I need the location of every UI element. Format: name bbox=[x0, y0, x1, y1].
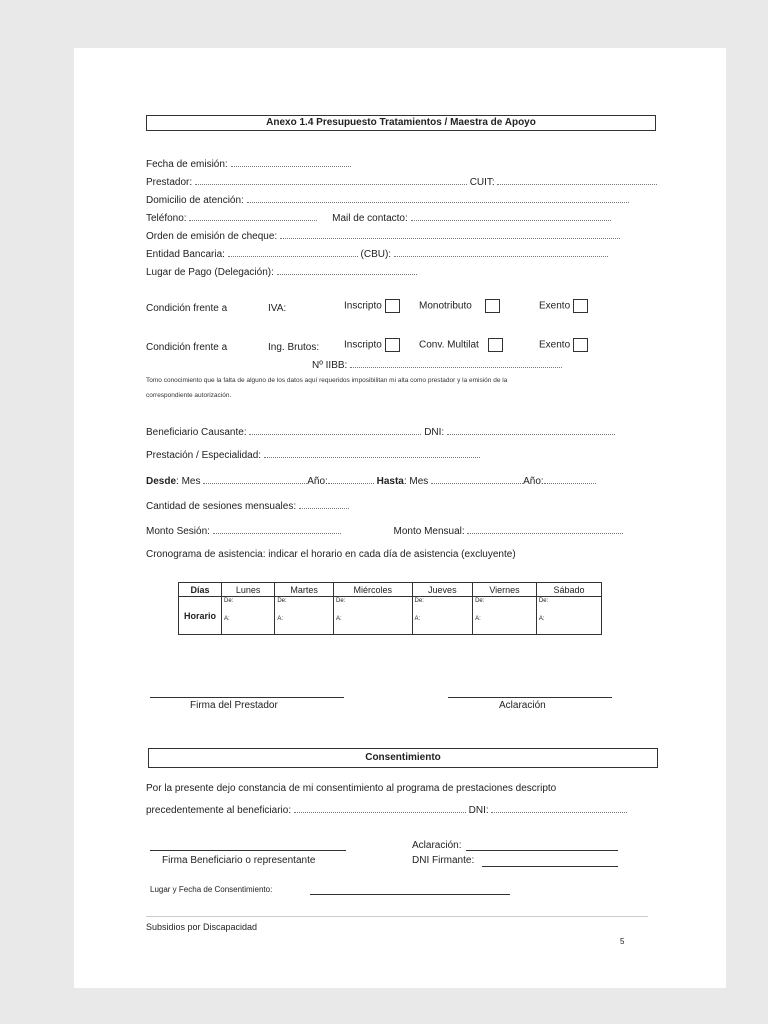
field-prestacion: Prestación / Especialidad: bbox=[146, 448, 480, 462]
telefono-blank[interactable] bbox=[189, 211, 317, 221]
firma-beneficiario-label: Firma Beneficiario o representante bbox=[162, 855, 316, 866]
domicilio-blank[interactable] bbox=[247, 193, 629, 203]
schedule-table bbox=[178, 582, 602, 635]
iva-option-exento: Exento bbox=[539, 299, 588, 313]
iibb-tax-label: Ing. Brutos: bbox=[268, 342, 320, 353]
iva-exento-checkbox[interactable] bbox=[573, 299, 588, 313]
lugar-pago-blank[interactable] bbox=[277, 265, 417, 275]
schedule-day-tuesday: Martes bbox=[275, 583, 334, 597]
schedule-day-monday: Lunes bbox=[222, 583, 275, 597]
orden-blank[interactable] bbox=[280, 229, 620, 239]
firma-beneficiario-line[interactable] bbox=[150, 850, 346, 851]
cbu-blank[interactable] bbox=[394, 247, 608, 257]
notice-line-1: Tomo conocimiento que la falta de alguno de los datos aquí requeridos imposibilitan mi alta como prestador y la emisión de la bbox=[146, 377, 508, 384]
footer-text: Subsidios por Discapacidad bbox=[146, 922, 258, 932]
consent-aclaracion-line[interactable] bbox=[466, 850, 618, 851]
field-telefono: Teléfono: Mail de contacto: bbox=[146, 211, 611, 225]
document-page bbox=[74, 48, 726, 988]
hasta-anio-blank[interactable] bbox=[544, 474, 596, 484]
iibb-convenio-checkbox[interactable] bbox=[488, 338, 503, 352]
prestador-blank[interactable] bbox=[195, 175, 467, 185]
schedule-day-saturday: Sábado bbox=[536, 583, 601, 597]
monto-sesion-blank[interactable] bbox=[213, 524, 341, 534]
schedule-horario-header: Horario bbox=[179, 597, 222, 635]
mail-blank[interactable] bbox=[411, 211, 611, 221]
field-numero-iibb: Nº IIBB: bbox=[312, 358, 562, 372]
condicion-iva-label: Condición frente a bbox=[146, 303, 228, 314]
consent-line-1: Por la presente dejo constancia de mi consentimiento al programa de prestaciones descripto bbox=[146, 783, 557, 794]
aclaracion-label: Aclaración bbox=[499, 700, 546, 711]
schedule-dias-header: Días bbox=[179, 583, 222, 597]
condicion-iibb-label: Condición frente a bbox=[146, 342, 228, 353]
consent-aclaracion: Aclaración: bbox=[412, 840, 462, 851]
iva-tax-label: IVA: bbox=[268, 303, 287, 314]
iibb-option-inscripto: Inscripto bbox=[344, 338, 400, 352]
firma-prestador-label: Firma del Prestador bbox=[190, 700, 278, 711]
iva-option-inscripto: Inscripto bbox=[344, 299, 400, 313]
schedule-cell-thursday[interactable]: De: A: bbox=[412, 597, 473, 635]
dni-firmante-label: DNI Firmante: bbox=[412, 855, 475, 866]
iibb-option-convenio: Conv. Multilat bbox=[419, 338, 503, 352]
schedule-day-wednesday: Miércoles bbox=[334, 583, 413, 597]
beneficiario-dni-blank[interactable] bbox=[447, 425, 615, 435]
field-entidad: Entidad Bancaria: (CBU): bbox=[146, 247, 608, 261]
prestacion-blank[interactable] bbox=[264, 448, 480, 458]
footer-divider bbox=[146, 916, 648, 917]
fecha-emision-blank[interactable] bbox=[231, 157, 351, 167]
schedule-day-friday: Viernes bbox=[473, 583, 537, 597]
desde-mes-blank[interactable] bbox=[203, 474, 307, 484]
cantidad-sesiones-blank[interactable] bbox=[299, 499, 349, 509]
iva-option-monotributo: Monotributo bbox=[419, 299, 500, 313]
consent-title: Consentimiento bbox=[148, 748, 658, 768]
firma-prestador-line[interactable] bbox=[150, 697, 344, 698]
iibb-option-exento: Exento bbox=[539, 338, 588, 352]
field-prestador: Prestador: CUIT: bbox=[146, 175, 657, 189]
monto-mensual-blank[interactable] bbox=[467, 524, 623, 534]
consent-dni-blank[interactable] bbox=[491, 803, 627, 813]
field-cantidad-sesiones: Cantidad de sesiones mensuales: bbox=[146, 499, 349, 513]
schedule-header-row bbox=[179, 583, 602, 597]
iibb-exento-checkbox[interactable] bbox=[573, 338, 588, 352]
schedule-cell-wednesday[interactable]: De: A: bbox=[334, 597, 413, 635]
field-domicilio: Domicilio de atención: bbox=[146, 193, 629, 207]
dni-firmante-line[interactable] bbox=[482, 866, 618, 867]
desde-anio-blank[interactable] bbox=[328, 474, 374, 484]
numero-iibb-blank[interactable] bbox=[350, 358, 562, 368]
aclaracion-line[interactable] bbox=[448, 697, 612, 698]
annex-title: Anexo 1.4 Presupuesto Tratamientos / Maestra de Apoyo bbox=[146, 115, 656, 131]
field-lugar-pago: Lugar de Pago (Delegación): bbox=[146, 265, 417, 279]
entidad-blank[interactable] bbox=[228, 247, 358, 257]
schedule-cell-saturday[interactable]: De: A: bbox=[536, 597, 601, 635]
lugar-fecha-label: Lugar y Fecha de Consentimiento: bbox=[150, 885, 273, 894]
field-fecha-emision: Fecha de emisión: bbox=[146, 157, 351, 171]
schedule-cell-friday[interactable]: De: A: bbox=[473, 597, 537, 635]
schedule-cell-tuesday[interactable]: De: A: bbox=[275, 597, 334, 635]
field-orden: Orden de emisión de cheque: bbox=[146, 229, 620, 243]
field-periodo: Desde: Mes Año: Hasta: Mes Año: bbox=[146, 474, 596, 488]
cuit-blank[interactable] bbox=[497, 175, 657, 185]
page-number: 5 bbox=[620, 937, 625, 946]
schedule-horario-row bbox=[179, 597, 602, 635]
iibb-inscripto-checkbox[interactable] bbox=[385, 338, 400, 352]
schedule-day-thursday: Jueves bbox=[412, 583, 473, 597]
lugar-fecha-line[interactable] bbox=[310, 894, 510, 895]
beneficiario-blank[interactable] bbox=[249, 425, 421, 435]
iva-monotributo-checkbox[interactable] bbox=[485, 299, 500, 313]
consent-beneficiario-blank[interactable] bbox=[294, 803, 466, 813]
field-montos: Monto Sesión: Monto Mensual: bbox=[146, 524, 623, 538]
iva-inscripto-checkbox[interactable] bbox=[385, 299, 400, 313]
consent-line-2: precedentemente al beneficiario: DNI: bbox=[146, 803, 627, 817]
schedule-cell-monday[interactable]: De: A: bbox=[222, 597, 275, 635]
hasta-mes-blank[interactable] bbox=[431, 474, 523, 484]
cronograma-label: Cronograma de asistencia: indicar el horario en cada día de asistencia (excluyente) bbox=[146, 549, 516, 560]
field-beneficiario: Beneficiario Causante: DNI: bbox=[146, 425, 615, 439]
notice-line-2: correspondiente autorización. bbox=[146, 392, 232, 399]
